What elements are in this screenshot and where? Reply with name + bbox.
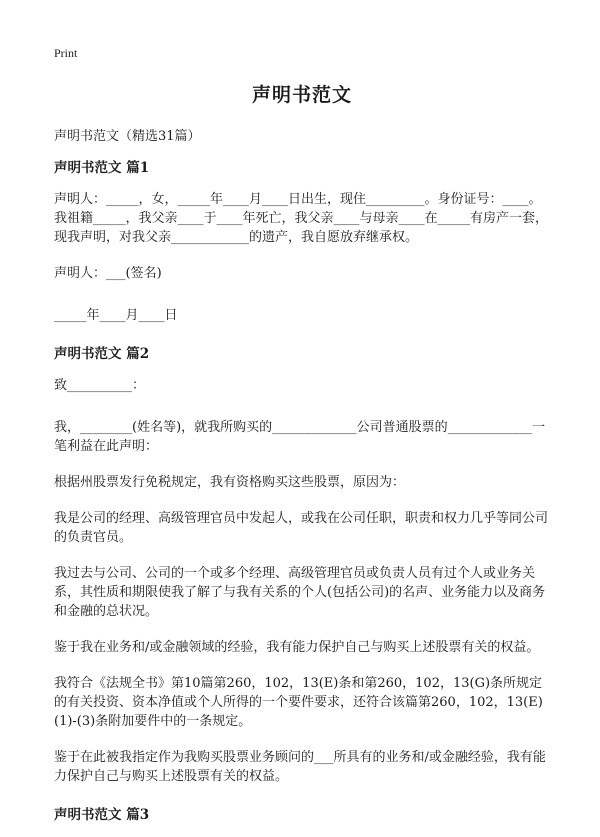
paragraph: 我过去与公司、公司的一个或多个经理、高级管理官员或负责人员有过个人或业务关系，其性质和期限使我了解了与我有关系的个人(包括公司)的名声、业务能力以及商务和金融的总状况。 <box>54 566 546 619</box>
section-heading-3: 声明书范文 篇3 <box>54 807 150 823</box>
paragraph: 我符合《法规全书》第10篇第260，102，13(E)条和第260，102，13(G)条所规定的有关投资、资本净值或个人所得的一个要件要求，还符合该篇第260，102，13(E)(1)-(3)条附加要件中的一条规定。 <box>54 676 543 729</box>
paragraph: 声明人：___(签名) <box>54 266 162 281</box>
paragraph: 鉴于我在业务和/或金融领域的经验，我有能力保护自己与购买上述股票有关的权益。 <box>54 640 540 655</box>
document-title: 声明书范文 <box>251 84 352 106</box>
paragraph: 致__________： <box>54 378 146 393</box>
document-subtitle: 声明书范文（精选31篇） <box>54 129 201 144</box>
print-link[interactable]: Print <box>54 46 78 60</box>
paragraph: 我是公司的经理、高级管理官员中发起人，或我在公司任职，职责和权力几乎等同公司的负责官员。 <box>54 511 549 545</box>
document-body <box>54 76 550 837</box>
paragraph: 我，________(姓名等)，就我所购买的_____________公司普通股票的_____________一笔利益在此声明： <box>54 420 546 454</box>
paragraph: 根据州股票发行免税规定，我有资格购买这些股票，原因为： <box>54 475 406 490</box>
section-heading-1: 声明书范文 篇1 <box>54 160 150 176</box>
paragraph: _____年____月____日 <box>54 308 178 323</box>
paragraph: 声明人：_____，女，_____年____月____日出生，现住_________。身份证号：____。我祖籍_____，我父亲____于____年死亡，我父亲____与母亲____在_____有房产一套，现我声明，对我父亲____________的遗产，我自愿放弃继承权。 <box>54 192 549 245</box>
section-heading-2: 声明书范文 篇2 <box>54 346 150 362</box>
paragraph: 鉴于在此被我指定作为我购买股票业务顾问的___所具有的业务和/或金融经验，我有能力保护自己与购买上述股票有关的权益。 <box>54 750 546 784</box>
